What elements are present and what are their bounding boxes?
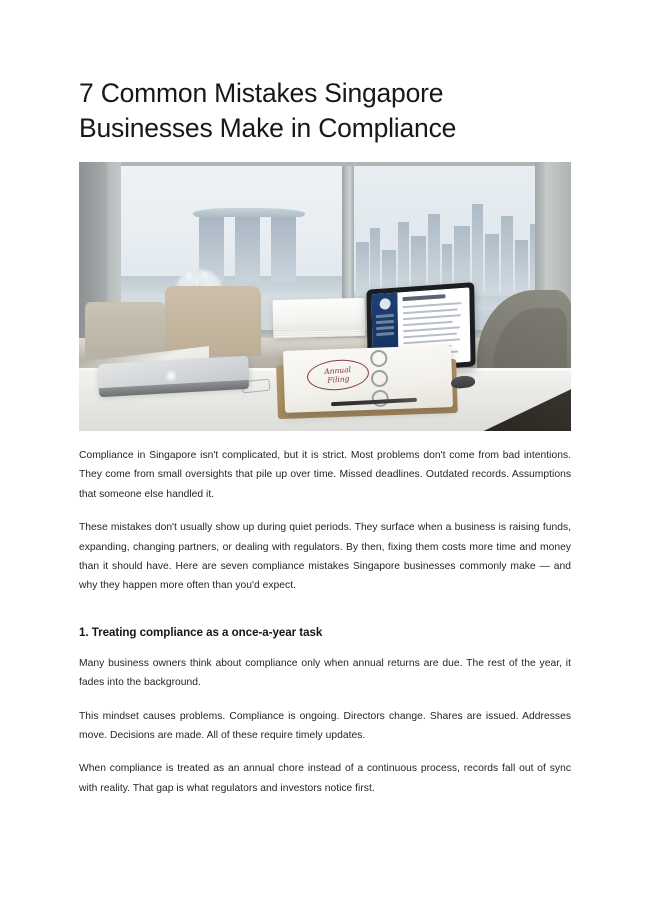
laptop-logo-icon <box>165 370 177 382</box>
intro-paragraph-2: These mistakes don't usually show up during quiet periods. They surface when a business is raising funds, expanding, changing partners, or dealing with regulators. By then, fixing them costs more time and money than it should have. Here are seven compliance mistakes Singapore businesses commonly make — and why they happen more often than you'd expect. <box>79 522 571 592</box>
section-1-paragraph-3: When compliance is treated as an annual chore instead of a continuous process, records fall out of sync with reality. That gap is what regulators and investors notice first. <box>79 763 571 794</box>
page-title: 7 Common Mistakes Singapore Businesses Make in Compliance <box>79 78 457 143</box>
annual-filing-label <box>306 357 370 392</box>
intro-paragraph-1: Compliance in Singapore isn't complicated, but it is strict. Most problems don't come from bad intentions. They come from small oversights that pile up over time. Missed deadlines. Outdated records. Assumptions that someone else handled it. <box>79 450 571 500</box>
cbd-skyline <box>354 186 541 294</box>
hero-photo-canvas <box>79 162 571 431</box>
document-stack <box>273 298 366 338</box>
annual-filing-line-1: Annual <box>323 364 352 376</box>
tablet-app-logo-icon <box>379 298 390 310</box>
chair-back-far-left <box>85 302 165 358</box>
section-1-paragraph-2: This mindset causes problems. Compliance is ongoing. Directors change. Shares are issued. Addresses move. Decisions are made. All of these require timely updates. <box>79 710 571 742</box>
section-heading-1: 1. Treating compliance as a once-a-year task <box>79 625 323 639</box>
window-frame-top <box>119 162 543 166</box>
annual-filing-line-2: Filing <box>327 374 350 385</box>
article-body <box>79 431 571 798</box>
chair-back-left <box>165 286 261 356</box>
section-1-paragraph-1: Many business owners think about compliance only when annual returns are due. The rest of the year, it fades into the background. <box>79 657 571 689</box>
skypark-deck <box>193 208 305 217</box>
hero-image <box>79 162 571 431</box>
document-content-column <box>79 0 571 798</box>
